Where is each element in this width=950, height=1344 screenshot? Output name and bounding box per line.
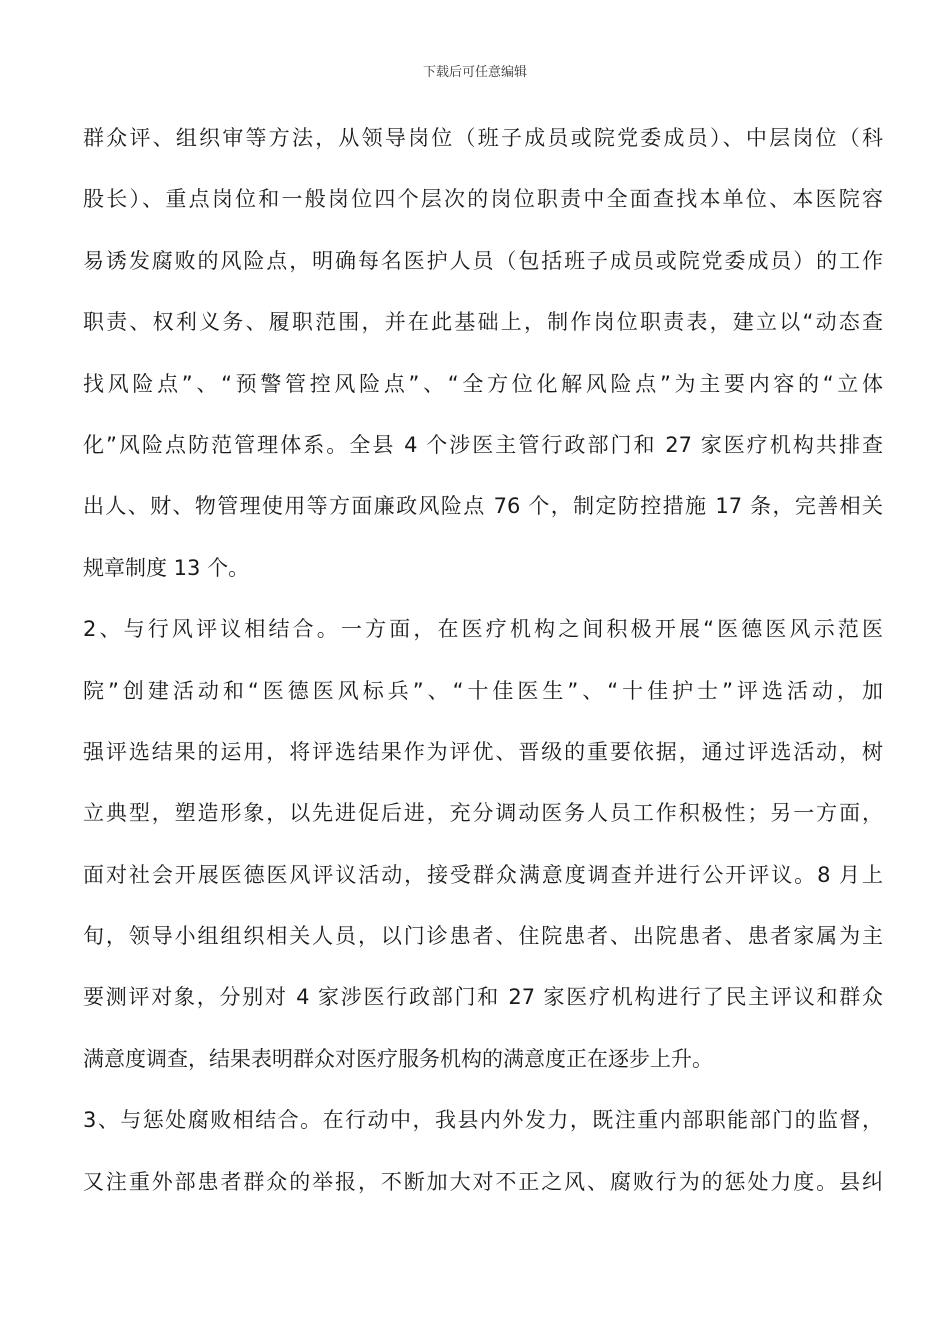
text-line: 出人、财、物管理使用等方面廉政风险点 76 个，制定防控措施 17 条，完善相关 [83,494,883,519]
text-line: 职责、权利义务、履职范围，并在此基础上，制作岗位职责表，建立以“动态查 [83,310,883,335]
text-line: 找风险点”、“预警管控风险点”、“全方位化解风险点”为主要内容的“立体 [83,371,883,396]
text-line: 群众评、组织审等方法，从领导岗位（班子成员或院党委成员）、中层岗位（科 [83,126,883,150]
page-header: 下载后可任意编辑 [422,65,527,80]
text-line: 3、与惩处腐败相结合。在行动中，我县内外发力，既注重内部职能部门的监督， [83,1108,883,1133]
text-line: 旬，领导小组组织相关人员，以门诊患者、住院患者、出院患者、患者家属为主 [83,924,883,949]
text-line: 化”风险点防范管理体系。全县 4 个涉医主管行政部门和 27 家医疗机构共排查 [83,432,883,457]
paragraph-end-line: 规章制度 13 个。 [83,555,250,580]
text-line: 要测评对象，分别对 4 家涉医行政部门和 27 家医疗机构进行了民主评议和群众 [83,985,883,1010]
document-body [83,120,883,1225]
text-line: 面对社会开展医德医风评议活动，接受群众满意度调查并进行公开评议。8 月上 [83,862,883,887]
text-line: 又注重外部患者群众的举报，不断加大对不正之风、腐败行为的惩处力度。县纠 [83,1169,883,1194]
text-line: 2、与行风评议相结合。一方面，在医疗机构之间积极开展“医德医风示范医 [83,617,883,642]
text-line: 易诱发腐败的风险点，明确每名医护人员（包括班子成员或院党委成员）的工作 [83,248,883,273]
text-line: 院”创建活动和“医德医风标兵”、“十佳医生”、“十佳护士”评选活动，加 [83,678,883,703]
text-line: 立典型，塑造形象，以先进促后进，充分调动医务人员工作积极性；另一方面， [83,801,883,826]
paragraph-end-line: 满意度调查，结果表明群众对医疗服务机构的满意度正在逐步上升。 [83,1046,713,1071]
text-line: 强评选结果的运用，将评选结果作为评优、晋级的重要依据，通过评选活动，树 [83,739,883,764]
text-line: 股长）、重点岗位和一般岗位四个层次的岗位职责中全面查找本单位、本医院容 [83,187,883,212]
